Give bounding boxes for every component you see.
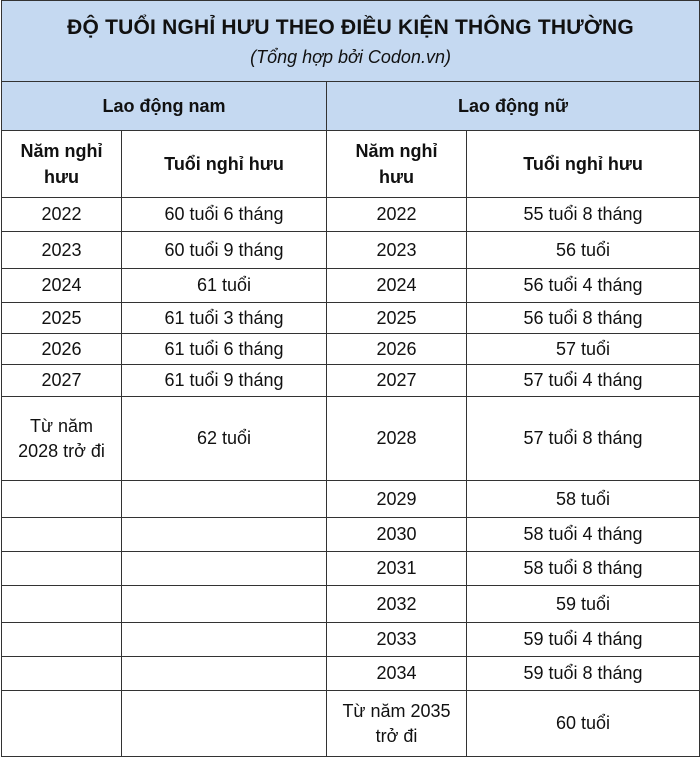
- female-year-cell: 2032: [327, 586, 467, 623]
- male-age-cell: [122, 518, 327, 552]
- female-year-cell: 2027: [327, 365, 467, 397]
- male-age-cell: 60 tuổi 6 tháng: [122, 198, 327, 232]
- male-age-cell: [122, 586, 327, 623]
- table-subtitle: (Tổng hợp bởi Codon.vn): [250, 47, 451, 67]
- female-age-cell: 56 tuổi: [467, 232, 700, 269]
- female-age-cell: 57 tuổi 4 tháng: [467, 365, 700, 397]
- male-age-cell: 61 tuổi 3 tháng: [122, 303, 327, 334]
- table-row: [2, 397, 700, 481]
- male-age-cell: [122, 691, 327, 757]
- female-year-cell: 2025: [327, 303, 467, 334]
- male-age-cell: 61 tuổi: [122, 269, 327, 303]
- table-row: [2, 623, 700, 657]
- table-row: [2, 552, 700, 586]
- female-age-cell: 56 tuổi 8 tháng: [467, 303, 700, 334]
- column-header-line: hưu: [43, 167, 80, 187]
- male-year-cell: 2025: [2, 303, 122, 334]
- female-year-cell: 2033: [327, 623, 467, 657]
- female-age-cell: 57 tuổi 8 tháng: [467, 397, 700, 481]
- female-year-cell: 2031: [327, 552, 467, 586]
- table-row: [2, 481, 700, 518]
- male-age-cell: [122, 657, 327, 691]
- table-row: [2, 303, 700, 334]
- group-header-female: Lao động nữ: [327, 82, 700, 131]
- column-header-line: Năm nghỉ: [20, 141, 103, 161]
- female-year-cell: 2026: [327, 334, 467, 365]
- male-year-cell: 2023: [2, 232, 122, 269]
- male-year-cell: [2, 586, 122, 623]
- table-row: [2, 334, 700, 365]
- female-year-cell: 2030: [327, 518, 467, 552]
- female-age-cell: 57 tuổi: [467, 334, 700, 365]
- male-age-cell: 60 tuổi 9 tháng: [122, 232, 327, 269]
- female-year-cell: 2034: [327, 657, 467, 691]
- table-row: [2, 198, 700, 232]
- male-age-cell: 61 tuổi 9 tháng: [122, 365, 327, 397]
- male-age-cell: 62 tuổi: [122, 397, 327, 481]
- female-year-line: Từ năm 2035: [342, 700, 451, 721]
- male-age-cell: 61 tuổi 6 tháng: [122, 334, 327, 365]
- table-row: [2, 232, 700, 269]
- female-age-cell: 58 tuổi 4 tháng: [467, 518, 700, 552]
- male-year-line: Từ năm: [29, 415, 94, 436]
- column-header-male-age: Tuổi nghỉ hưu: [122, 131, 327, 198]
- table-row: [2, 269, 700, 303]
- female-year-cell: 2029: [327, 481, 467, 518]
- male-age-cell: [122, 481, 327, 518]
- male-age-cell: [122, 552, 327, 586]
- male-year-cell: 2024: [2, 269, 122, 303]
- table-row: [2, 518, 700, 552]
- group-header-male: Lao động nam: [2, 82, 327, 131]
- female-age-cell: 59 tuổi 4 tháng: [467, 623, 700, 657]
- male-year-cell: [2, 691, 122, 757]
- column-header-female-year: [327, 131, 467, 198]
- column-header-line: hưu: [378, 167, 415, 187]
- female-year-cell: 2024: [327, 269, 467, 303]
- male-year-cell: [2, 397, 122, 481]
- table-row: [2, 657, 700, 691]
- table-row: [2, 365, 700, 397]
- column-header-line: Năm nghỉ: [355, 141, 438, 161]
- female-age-cell: 59 tuổi: [467, 586, 700, 623]
- retirement-age-table: [1, 0, 700, 757]
- female-year-cell: 2023: [327, 232, 467, 269]
- female-year-cell: 2028: [327, 397, 467, 481]
- male-year-cell: [2, 623, 122, 657]
- title-cell: [2, 1, 700, 82]
- female-age-cell: 58 tuổi: [467, 481, 700, 518]
- column-header-female-age: Tuổi nghỉ hưu: [467, 131, 700, 198]
- male-year-cell: [2, 552, 122, 586]
- female-age-cell: 56 tuổi 4 tháng: [467, 269, 700, 303]
- male-year-cell: [2, 481, 122, 518]
- column-header-male-year: [2, 131, 122, 198]
- male-year-cell: 2027: [2, 365, 122, 397]
- male-year-cell: [2, 518, 122, 552]
- female-age-cell: 55 tuổi 8 tháng: [467, 198, 700, 232]
- table-row: [2, 586, 700, 623]
- female-age-cell: 60 tuổi: [467, 691, 700, 757]
- male-year-cell: 2022: [2, 198, 122, 232]
- female-age-cell: 59 tuổi 8 tháng: [467, 657, 700, 691]
- table-title: ĐỘ TUỔI NGHỈ HƯU THEO ĐIỀU KIỆN THÔNG THƯỜNG: [67, 16, 634, 39]
- female-age-cell: 58 tuổi 8 tháng: [467, 552, 700, 586]
- female-year-line: trở đi: [375, 725, 418, 746]
- male-year-cell: 2026: [2, 334, 122, 365]
- male-year-line: 2028 trở đi: [18, 440, 105, 461]
- table-row: [2, 691, 700, 757]
- male-year-cell: [2, 657, 122, 691]
- female-year-cell: [327, 691, 467, 757]
- female-year-cell: 2022: [327, 198, 467, 232]
- male-age-cell: [122, 623, 327, 657]
